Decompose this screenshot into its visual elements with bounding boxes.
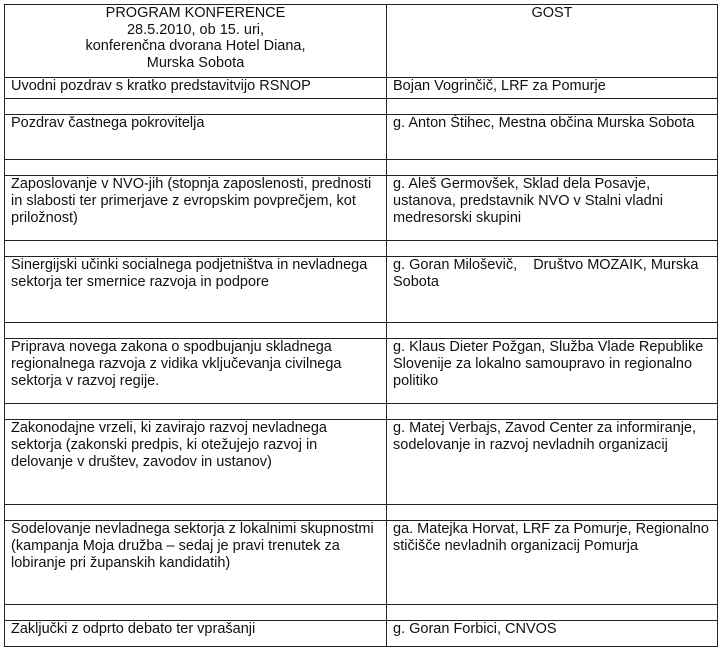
spacer-row (5, 403, 718, 419)
spacer-cell (387, 99, 718, 115)
guest-text: ga. Matejka Horvat, LRF za Pomurje, Regionalno stičišče nevladnih organizacij Pomurja (393, 521, 709, 555)
table-row (5, 419, 718, 505)
spacer-cell (5, 403, 387, 419)
table-row (5, 521, 718, 605)
spacer-cell (5, 160, 387, 176)
guest-cell (387, 176, 718, 240)
spacer-cell (5, 323, 387, 339)
table-row (5, 176, 718, 240)
program-text: Zakonodajne vrzeli, ki zavirajo razvoj nevladnega sektorja (zakonski predpis, ki otežujejo razvoj in delovanje v društev, zavodov in ustanov) (11, 419, 327, 470)
program-text: Priprava novega zakona o spodbujanju skladnega regionalnega razvoja z vidika vključevanja civilnega sektorja v razvoj regije. (11, 339, 342, 390)
guest-text: g. Klaus Dieter Požgan, Služba Vlade Republike Slovenije za lokalno samoupravo in regionalno politiko (393, 339, 704, 390)
spacer-row (5, 505, 718, 521)
program-city: Murska Sobota (146, 54, 245, 71)
program-text: Uvodni pozdrav s kratko predstavitvijo RSNOP (11, 77, 311, 94)
program-cell (5, 621, 387, 647)
table-row (5, 77, 718, 98)
program-cell (5, 256, 387, 322)
program-cell (5, 339, 387, 403)
header-row (5, 5, 718, 78)
spacer-cell (5, 99, 387, 115)
program-title: PROGRAM KONFERENCE (105, 5, 286, 21)
program-text: Sodelovanje nevladnega sektorja z lokalnimi skupnostmi (kampanja Moja družba – sedaj je pravi trenutek za lobiranje pri županskih kandidatih) (11, 521, 374, 572)
table-row (5, 339, 718, 403)
program-text: Zaključki z odprto debato ter vprašanji (11, 621, 256, 638)
guest-cell (387, 419, 718, 505)
spacer-cell (5, 240, 387, 256)
guest-text: Bojan Vogrinčič, LRF za Pomurje (393, 77, 606, 94)
guest-title: GOST (531, 5, 573, 21)
spacer-cell (5, 605, 387, 621)
program-text: Zaposlovanje v NVO-jih (stopnja zaposlenosti, prednosti in slabosti ter primerjave z evropskim povprečjem, kot priložnost) (11, 176, 372, 227)
table-row (5, 115, 718, 160)
spacer-cell (387, 605, 718, 621)
program-cell (5, 77, 387, 98)
program-header-cell (5, 5, 387, 78)
program-cell (5, 176, 387, 240)
guest-cell (387, 621, 718, 647)
program-cell (5, 419, 387, 505)
guest-text: g. Goran Forbici, CNVOS (393, 621, 557, 638)
table-row (5, 621, 718, 647)
program-venue: konferenčna dvorana Hotel Diana, (85, 38, 306, 54)
spacer-row (5, 240, 718, 256)
spacer-cell (387, 505, 718, 521)
spacer-cell (387, 403, 718, 419)
guest-header-cell (387, 5, 718, 78)
guest-cell (387, 77, 718, 98)
guest-text: g. Matej Verbajs, Zavod Center za informiranje, sodelovanje in razvoj nevladnih organizacij (393, 419, 697, 453)
guest-cell (387, 521, 718, 605)
spacer-row (5, 160, 718, 176)
spacer-row (5, 605, 718, 621)
guest-cell (387, 256, 718, 322)
program-cell (5, 521, 387, 605)
spacer-cell (5, 505, 387, 521)
guest-text: g. Goran Miloševič, Društvo MOZAIK, Murska Sobota (393, 256, 703, 290)
guest-cell (387, 115, 718, 160)
spacer-row (5, 323, 718, 339)
program-date: 28.5.2010, ob 15. uri, (126, 21, 265, 38)
program-text: Sinergijski učinki socialnega podjetništva in nevladnega sektorja ter smernice razvoja in podpore (11, 256, 368, 290)
table-row (5, 256, 718, 322)
spacer-cell (387, 323, 718, 339)
program-cell (5, 115, 387, 160)
spacer-cell (387, 240, 718, 256)
program-text: Pozdrav častnega pokrovitelja (11, 115, 205, 132)
guest-text: g. Anton Štihec, Mestna občina Murska Sobota (393, 115, 695, 132)
spacer-cell (387, 160, 718, 176)
guest-text: g. Aleš Germovšek, Sklad dela Posavje, ustanova, predstavnik NVO v Stalni vladni medresorski skupini (393, 176, 663, 227)
guest-cell (387, 339, 718, 403)
conference-program-table (4, 4, 718, 647)
spacer-row (5, 99, 718, 115)
